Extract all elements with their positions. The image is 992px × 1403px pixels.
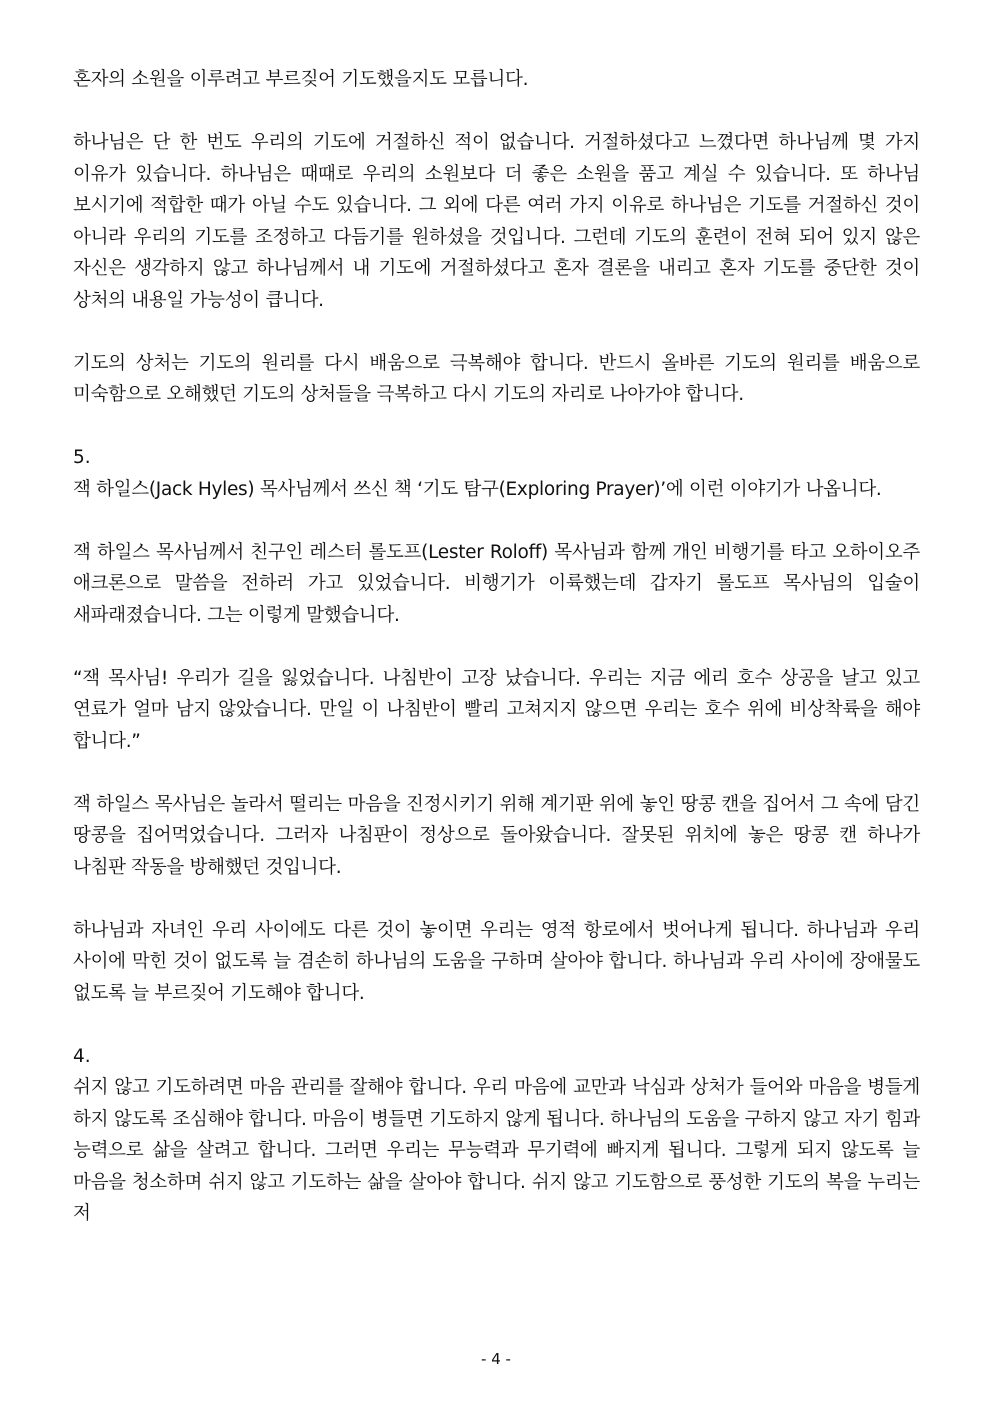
section-number: 5. <box>73 447 91 468</box>
paragraph: 잭 하일스 목사님께서 친구인 레스터 롤도프(Lester Roloff) 목사님과 함께 개인 비행기를 타고 오하이오주 애크론으로 말씀을 전하러 가고 있었습니다. 비행기가 이륙했는데 갑자기 롤도프 목사님의 입술이 새파래졌습니다. 그는 이렇게 말했습니다. <box>73 541 920 626</box>
paragraph: 혼자의 소원을 이루려고 부르짖어 기도했을지도 모릅니다. <box>73 69 529 90</box>
paragraph: 잭 하일스 목사님은 놀라서 떨리는 마음을 진정시키기 위해 계기판 위에 놓인 땅콩 캔을 집어서 그 속에 담긴 땅콩을 집어먹었습니다. 그러자 나침판이 정상으로 돌아왔습니다. 잘못된 위치에 놓은 땅콩 캔 하나가 나침판 작동을 방해했던 것입니다. <box>73 793 920 878</box>
paragraph: 하나님과 자녀인 우리 사이에도 다른 것이 놓이면 우리는 영적 항로에서 벗어나게 됩니다. 하나님과 우리 사이에 막힌 것이 없도록 늘 겸손히 하나님의 도움을 구하며 살아야 합니다. 하나님과 우리 사이에 장애물도 없도록 늘 부르짖어 기도해야 합니다. <box>73 919 920 1004</box>
quote-paragraph: “잭 목사님! 우리가 길을 잃었습니다. 나침반이 고장 났습니다. 우리는 지금 에리 호수 상공을 날고 있고 연료가 얼마 남지 않았습니다. 만일 이 나침반이 빨리 고쳐지지 않으면 우리는 호수 위에 비상착륙을 해야 합니다.” <box>73 667 920 752</box>
page-body <box>73 64 920 1261</box>
paragraph: 쉬지 않고 기도하려면 마음 관리를 잘해야 합니다. 우리 마음에 교만과 낙심과 상처가 들어와 마음을 병들게 하지 않도록 조심해야 합니다. 마음이 병들면 기도하지 않게 됩니다. 하나님의 도움을 구하지 않고 자기 힘과 능력으로 삶을 살려고 합니다. 그러면 우리는 무능력과 무기력에 빠지게 됩니다. 그렇게 되지 않도록 늘 마음을 청소하며 쉬지 않고 기도하는 삶을 살아야 합니다. 쉬지 않고 기도함으로 풍성한 기도의 복을 누리는 저 <box>73 1077 920 1224</box>
section-number: 4. <box>73 1045 91 1067</box>
paragraph: 하나님은 단 한 번도 우리의 기도에 거절하신 적이 없습니다. 거절하셨다고 느꼈다면 하나님께 몇 가지 이유가 있습니다. 하나님은 때때로 우리의 소원보다 더 좋은 소원을 품고 계실 수 있습니다. 또 하나님 보시기에 적합한 때가 아닐 수도 있습니다. 그 외에 다른 여러 가지 이유로 하나님은 기도를 거절하신 것이 아니라 우리의 기도를 조정하고 다듬기를 원하셨을 것입니다. 그런데 기도의 훈련이 전혀 되어 있지 않은 자신은 생각하지 않고 하나님께서 내 기도에 거절하셨다고 혼자 결론을 내리고 혼자 기도를 중단한 것이 상처의 내용일 가능성이 큽니다. <box>73 132 920 311</box>
paragraph: 잭 하일스(Jack Hyles) 목사님께서 쓰신 책 ‘기도 탐구(Exploring Prayer)’에 이런 이야기가 나옵니다. <box>73 478 882 500</box>
paragraph: 기도의 상처는 기도의 원리를 다시 배움으로 극복해야 합니다. 반드시 올바른 기도의 원리를 배움으로 미숙함으로 오해했던 기도의 상처들을 극복하고 다시 기도의 자리로 나아가야 합니다. <box>73 352 920 405</box>
page-number: - 4 - <box>481 1350 511 1368</box>
